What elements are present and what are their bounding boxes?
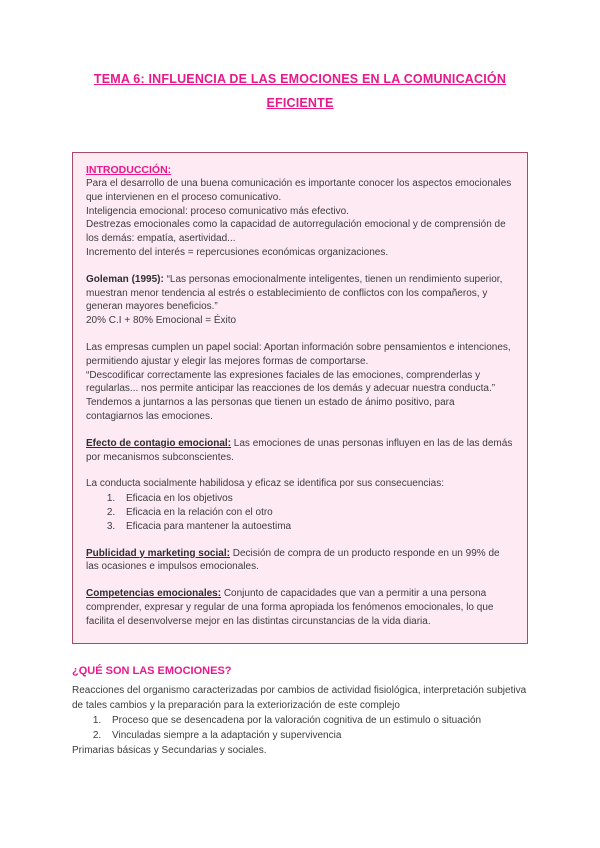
conducta-list-item-1: 1. Eficacia en los objetivos — [118, 492, 514, 506]
goleman-formula: 20% C.I + 80% Emocional = Éxito — [86, 315, 237, 327]
introduction-heading: INTRODUCCIÓN: — [86, 163, 172, 176]
contagio-block — [86, 437, 514, 465]
competencias-paragraph — [86, 587, 514, 628]
publicidad-text: Decisión de compra de un producto responde en un 99% de las ocasiones e impulsos emocionales. — [86, 547, 500, 573]
empresas-paragraph-1: Las empresas cumplen un papel social: Aportan información sobre pensamientos e intenciones, permitiendo ajustar y elegir las mejores formas de comportarse. — [86, 341, 511, 367]
goleman-quote: “Las personas emocionalmente inteligentes, tienen un rendimiento superior, muestran menor tendencia al estrés o establecimiento de conflictos con los compañeros, y generan mayores beneficios.” — [86, 273, 503, 313]
publicidad-block — [86, 547, 514, 575]
contagio-text: Las emociones de unas personas influyen en las de las demás por mecanismos subconscientes. — [86, 437, 513, 463]
conducta-block — [86, 477, 514, 533]
empresas-paragraph-3: Tendemos a juntarnos a las personas que tienen un estado de ánimo positivo, para contagiarnos las emociones. — [86, 397, 455, 422]
competencias-block — [86, 587, 514, 628]
empresas-block — [86, 341, 514, 424]
opening-paragraph-1: Para el desarrollo de una buena comunicación es importante conocer los aspectos emocionales que intervienen en el proceso comunicativo. — [86, 177, 512, 203]
competencias-text: Conjunto de capacidades que van a permitir a una persona comprender, expresar y regular de una forma apropiada los fenómenos emocionales, lo que facilita el desenvolverse mejor en las distintas circunstancias de la vida diaria. — [86, 588, 494, 627]
publicidad-paragraph — [86, 547, 514, 575]
emotions-list — [72, 714, 528, 743]
goleman-lead: Goleman (1995): — [86, 273, 164, 285]
emotions-section — [72, 664, 528, 759]
emotions-footer: Primarias básicas y Secundarias y sociales. — [72, 745, 267, 757]
conducta-list — [86, 492, 514, 533]
opening-block — [86, 177, 514, 260]
conducta-intro: La conducta socialmente habilidosa y eficaz se identifica por sus consecuencias: — [86, 478, 444, 490]
emotions-intro: Reacciones del organismo caracterizadas por cambios de actividad fisiológica, interpretación subjetiva de tales cambios y la preparación para la exteriorización de este complejo — [72, 685, 527, 711]
emotions-list-item-2: 2. Vinculadas siempre a la adaptación y supervivencia — [104, 729, 528, 744]
competencias-lead: Competencias emocionales: — [86, 588, 222, 600]
contagio-paragraph — [86, 437, 514, 465]
empresas-paragraph-2: “Descodificar correctamente las expresiones faciales de las emociones, comprenderlas y regularlas... nos permite anticipar las reacciones de los demás y adecuar nuestra conducta.” — [86, 369, 496, 395]
emotions-list-item-1: 1. Proceso que se desencadena por la valoración cognitiva de un estimulo o situación — [104, 714, 528, 729]
page-title: TEMA 6: INFLUENCIA DE LAS EMOCIONES EN LA COMUNICACIÓN EFICIENTE — [93, 72, 507, 110]
emotions-section-heading: ¿QUÉ SON LAS EMOCIONES? — [72, 664, 232, 677]
opening-paragraph-3: Destrezas emocionales como la capacidad de autorregulación emocional y de comprensión de los demás: empatía, asertividad... — [86, 219, 506, 245]
opening-paragraph-2: Inteligencia emocional: proceso comunicativo más efectivo. — [86, 205, 349, 217]
goleman-block — [86, 273, 514, 328]
publicidad-lead: Publicidad y marketing social: — [86, 547, 230, 559]
contagio-lead: Efecto de contagio emocional: — [86, 437, 232, 449]
opening-paragraph-4: Incremento del interés = repercusiones económicas organizaciones. — [86, 246, 389, 258]
conducta-list-item-2: 2. Eficacia en la relación con el otro — [118, 506, 514, 520]
goleman-paragraph — [86, 273, 514, 314]
introduction-box — [72, 152, 528, 644]
conducta-list-item-3: 3. Eficacia para mantener la autoestima — [118, 520, 514, 534]
